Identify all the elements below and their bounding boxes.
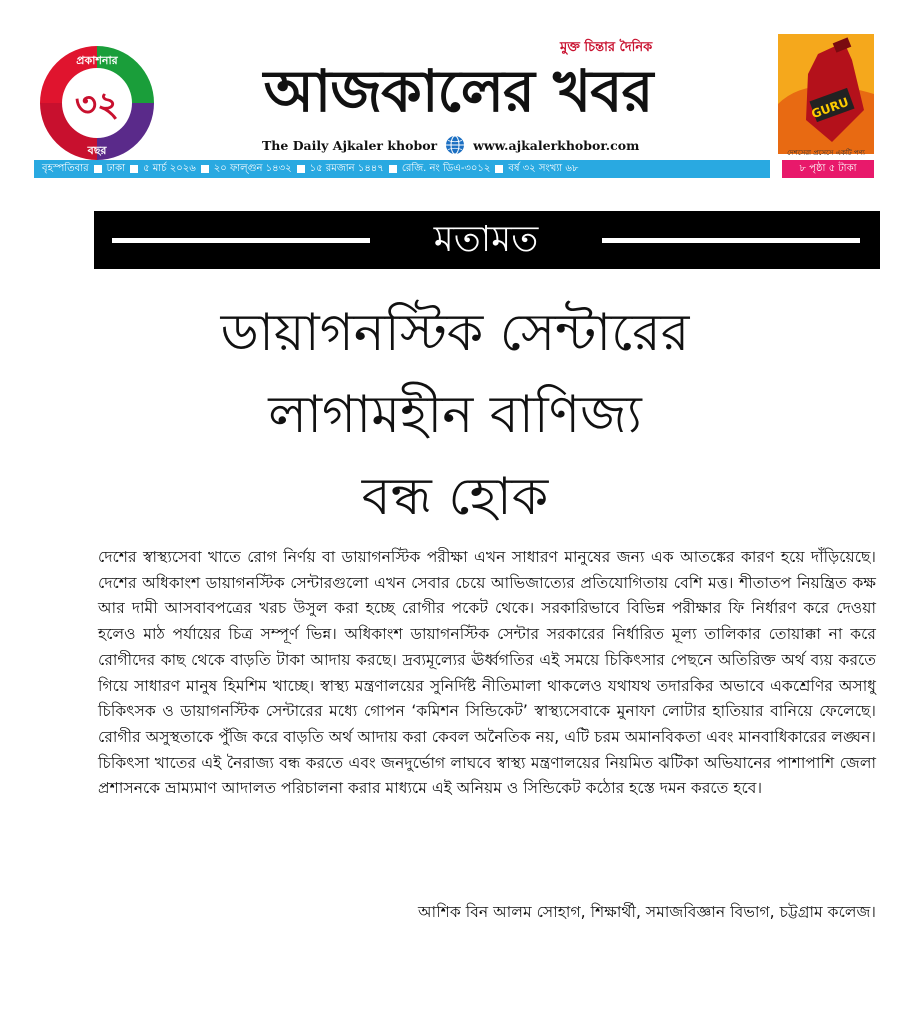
website-link[interactable]: www.ajkalerkhobor.com: [473, 137, 640, 153]
tagline: মুক্ত চিন্তার দৈনিক: [560, 40, 653, 55]
headline-line-3: বন্ধ হোক: [361, 467, 549, 527]
price-box: ৮ পৃষ্ঠা ৫ টাকা: [782, 160, 874, 178]
section-rule-right: [602, 238, 860, 243]
info-separator: [495, 165, 503, 173]
info-separator: [201, 165, 209, 173]
section-header: [94, 211, 880, 269]
info-registration: রেজি. নং ডিএ-৩০১২: [401, 163, 491, 174]
article-body: দেশের স্বাস্থ্যসেবা খাতে রোগ নির্ণয় বা ডায়াগনস্টিক পরীক্ষা এখন সাধারণ মানুষের জন্য এক আতঙ্কের কারণ হয়ে দাঁড়িয়েছে। দেশের অধিকাংশ ডায়াগনস্টিক সেন্টারগুলো এখন সেবার চেয়ে আভিজাত্যের প্রতিযোগিতায় বেশি মত্ত। শীতাতপ নিয়ন্ত্রিত কক্ষ আর দামী আসবাবপত্রের খরচ উসুল করা হচ্ছে রোগীর পকেট থেকে। সরকারিভাবে বিভিন্ন পরীক্ষার ফি নির্ধারণ করে দেওয়া হলেও মাঠ পর্যায়ের চিত্র সম্পূর্ণ ভিন্ন। অধিকাংশ ডায়াগনস্টিক সেন্টার সরকারের নির্ধারিত মূল্য তালিকার তোয়াক্কা না করে রোগীদের কাছ থেকে বাড়তি টাকা আদায় করছে। দ্রব্যমূল্যের ঊর্ধ্বগতির এই সময়ে চিকিৎসার পেছনে অতিরিক্ত অর্থ ব্যয় করতে গিয়ে সাধারণ মানুষ হিমশিম খাচ্ছে। স্বাস্থ্য মন্ত্রণালয়ের সুনির্দিষ্ট নীতিমালা থাকলেও যথাযথ তদারকির অভাবে একশ্রেণির অসাধু চিকিৎসক ও ডায়াগনস্টিক সেন্টারের মধ্যে গোপন ‘কমিশন সিন্ডিকেট’ স্বাস্থ্যসেবাকে মুনাফা লোটার হাতিয়ার বানিয়ে ফেলেছে। রোগীর অসুস্থতাকে পুঁজি করে বাড়তি অর্থ আদায় করা কেবল অনৈতিক নয়, এটি চরম অমানবিকতা এবং মানবাধিকারের লঙ্ঘন। চিকিৎসা খাতের এই নৈরাজ্য বন্ধ করতে এবং জনদুর্ভোগ লাঘবে স্বাস্থ্য মন্ত্রণালয়ের নিয়মিত ঝটিকা অভিযানের পাশাপাশি জেলা প্রশাসনকে ভ্রাম্যমাণ আদালত পরিচালনা করার মাধ্যমে এই অনিয়ম ও সিন্ডিকেট কঠোর হস্তে দমন করতে হবে।: [98, 548, 876, 798]
info-separator: [94, 165, 102, 173]
headline-line-2: লাগামহীন বাণিজ্য: [268, 385, 642, 445]
ad-caption: দেশসেরা প্রসেসে একটি পণ্য: [787, 149, 865, 157]
ad-brand: GURU: [809, 94, 851, 122]
english-name: The Daily Ajkaler khobor: [262, 137, 438, 153]
info-separator: [297, 165, 305, 173]
masthead-subline: [262, 134, 662, 156]
info-volume-issue: বর্ষ ৩২ সংখ্যা ৬৮: [508, 163, 579, 174]
globe-icon: [445, 135, 465, 155]
article-byline: আশিক বিন আলম সোহাগ, শিক্ষার্থী, সমাজবিজ্ঞান বিভাগ, চট্টগ্রাম কলেজ।: [418, 903, 876, 921]
info-separator: [130, 165, 138, 173]
info-date-bangla: ২০ ফাল্গুন ১৪৩২: [213, 163, 292, 174]
guru-ad[interactable]: [778, 34, 874, 154]
info-weekday: বৃহস্পতিবার: [42, 163, 89, 174]
section-rule-left: [112, 238, 370, 243]
info-city: ঢাকা: [106, 163, 126, 174]
anniversary-bottom-text: বছর: [87, 144, 107, 157]
info-date-gregorian: ৫ মার্চ ২০২৬: [143, 163, 196, 174]
anniversary-number: ৩২: [74, 85, 120, 125]
paper-name: আজকালের খবর: [263, 57, 653, 125]
anniversary-top-text: প্রকাশনার: [76, 54, 118, 67]
headline-line-1: ডায়াগনস্টিক সেন্টারের: [220, 303, 690, 363]
article-headline: [80, 292, 830, 538]
info-date-hijri: ১৫ রমজান ১৪৪৭: [309, 163, 384, 174]
section-title: মতামত: [433, 219, 539, 260]
date-info-bar: [34, 160, 770, 178]
info-separator: [389, 165, 397, 173]
anniversary-logo: [36, 42, 158, 164]
